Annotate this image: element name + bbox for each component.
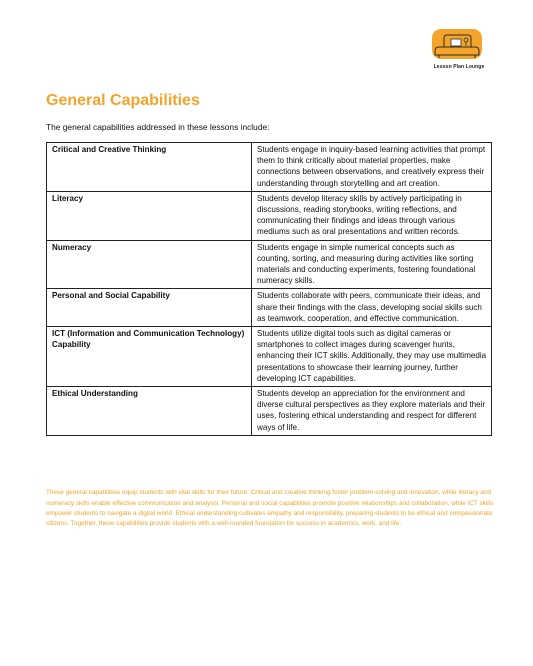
capability-description: Students engage in inquiry-based learning activities that prompt them to think critically about material properties, make connections between observations, and creatively express their understanding through storytelling and art creation. <box>252 143 492 192</box>
capability-name: Personal and Social Capability <box>47 289 252 327</box>
capability-description: Students utilize digital tools such as digital cameras or smartphones to collect images during scavenger hunts, enhancing their ICT skills. Additionally, they may use multimedia presentations to showcase their learning journey, further developing ICT capabilities. <box>252 327 492 387</box>
brand-logo <box>426 25 492 77</box>
sofa-laptop-icon <box>426 25 492 61</box>
intro-text: The general capabilities addressed in these lessons include: <box>46 122 270 132</box>
table-row <box>47 240 492 289</box>
capability-name: Ethical Understanding <box>47 387 252 436</box>
capability-name: Numeracy <box>47 240 252 289</box>
capability-description: Students collaborate with peers, communicate their ideas, and share their findings with the class, developing social skills such as teamwork, cooperation, and effective communication. <box>252 289 492 327</box>
capability-description: Students develop literacy skills by actively participating in discussions, reading storybooks, writing reflections, and communicating their findings and ideas through various mediums such as oral presentations and written records. <box>252 191 492 240</box>
summary-paragraph: These general capabilities equip students with vital skills for their future. Critical and creative thinking foster problem-solving and innovation, while literacy and numeracy skills enable effective communication and analysis. Personal and social capabilities promote positive relationships and collaboration, while ICT skills empower students to navigate a digital world. Ethical understanding cultivates empathy and responsibility, preparing students to be ethical and compassionate citizens. Together, these capabilities provide students with a well-rounded foundation for success in academics, work, and life. <box>46 489 494 527</box>
table-row <box>47 289 492 327</box>
table-row <box>47 143 492 192</box>
capability-name: Critical and Creative Thinking <box>47 143 252 192</box>
table-row <box>47 327 492 387</box>
logo-text: Lesson Plan Lounge <box>433 64 485 70</box>
capability-name: ICT (Information and Communication Technology) Capability <box>47 327 252 387</box>
capabilities-table <box>46 142 492 436</box>
capability-name: Literacy <box>47 191 252 240</box>
page-title: General Capabilities <box>46 92 200 109</box>
capability-description: Students develop an appreciation for the environment and diverse cultural perspectives as they explore materials and their uses, fostering ethical understanding and respect for different ways of life. <box>252 387 492 436</box>
capability-description: Students engage in simple numerical concepts such as counting, sorting, and measuring during activities like sorting materials and conducting experiments, fostering foundational numeracy skills. <box>252 240 492 289</box>
table-row <box>47 191 492 240</box>
table-row <box>47 387 492 436</box>
